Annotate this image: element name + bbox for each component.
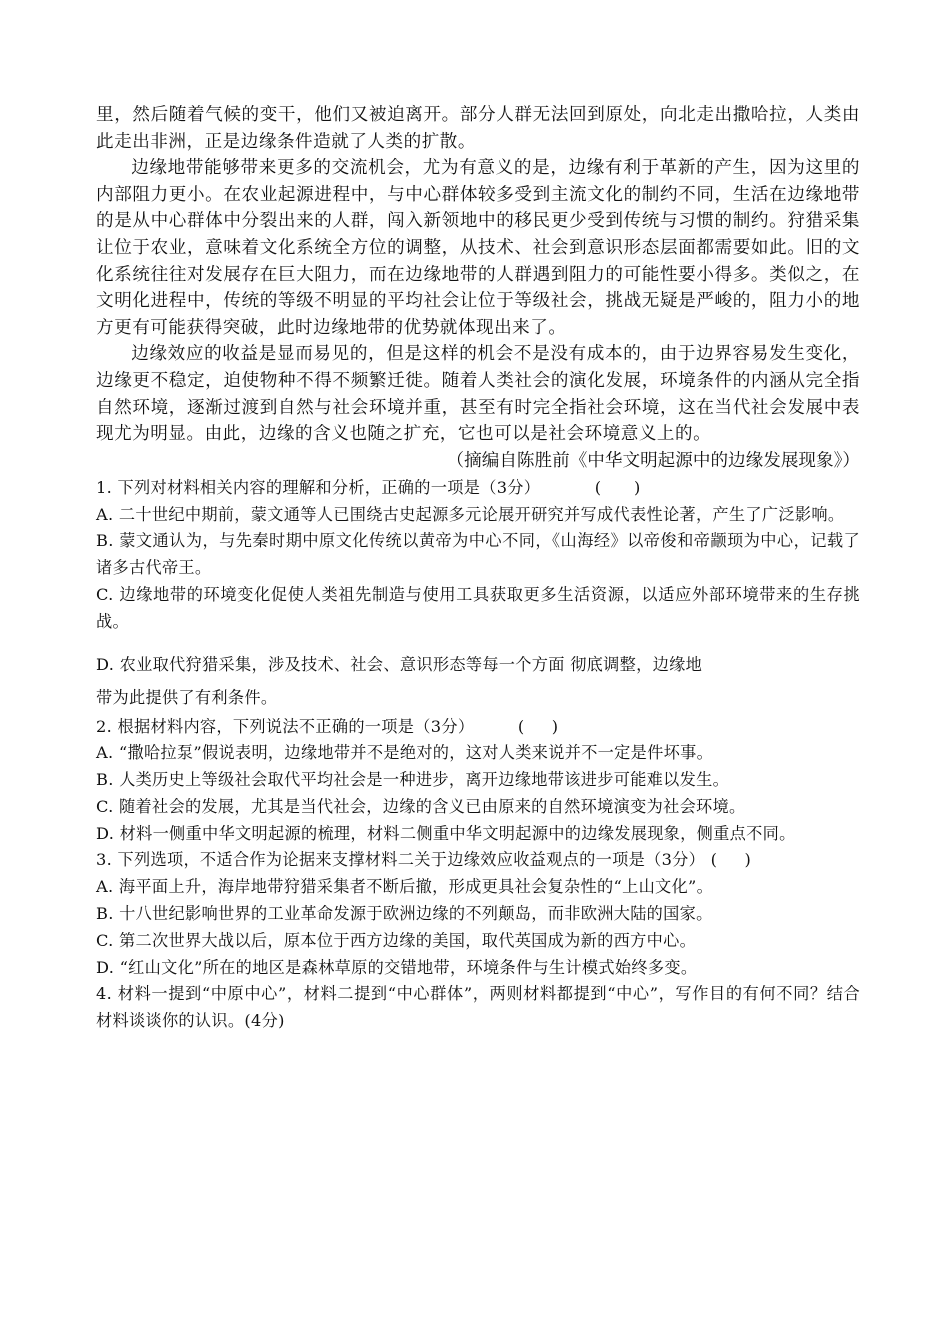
passage-source: （摘编自陈胜前《中华文明起源中的边缘发展现象》） [446, 450, 860, 471]
option-d: D. “红山文化”所在的地区是森林草原的交错地带，环境条件与生计模式始终多变。 [96, 957, 698, 977]
question-3 [96, 847, 860, 981]
option-b: B. 人类历史上等级社会取代平均社会是一种进步，离开边缘地带该进步可能难以发生。 [96, 770, 730, 790]
passage-paragraph-advantage: 边缘地带能够带来更多的交流机会，尤为有意义的是，边缘有利于革新的产生，因为这里的内部阻力更小。在农业起源进程中，与中心群体较多受到主流文化的制约不同，生活在边缘地带的是从中心群体中分裂出来的人群，闯入新领地中的移民更少受到传统与习惯的制约。狩猎采集让位于农业，意味着文化系统全方位的调整，从技术、社会到意识形态层面都需要如此。旧的文化系统往往对发展存在巨大阻力，而在边缘地带的人群遇到阻力的可能性要小得多。类似之，在文明化进程中，传统的等级不明显的平均社会让位于等级社会，挑战无疑是严峻的，阻力小的地方更有可能获得突破，此时边缘地带的优势就体现出来了。 [96, 158, 860, 338]
question-2 [96, 714, 860, 848]
option-d-continued: 带为此提供了有利条件。 [96, 687, 278, 707]
answer-blank: ( ) [540, 477, 641, 497]
option-b: B. 十八世纪影响世界的工业革命发源于欧洲边缘的不列颠岛，而非欧洲大陆的国家。 [96, 904, 713, 924]
option-c: C. 随着社会的发展，尤其是当代社会，边缘的含义已由原来的自然环境演变为社会环境。 [96, 796, 746, 816]
question-stem [96, 847, 860, 874]
question-stem [96, 475, 860, 502]
option-a: A. 二十世纪中期前，蒙文通等人已围绕古史起源多元论展开研究并写成代表性论著，产生了广泛影响。 [96, 504, 845, 524]
question-4 [96, 981, 860, 1035]
question-stem-text: 3. 下列选项，不适合作为论据来支撑材料二关于边缘效应收益观点的一项是（3分） [96, 850, 706, 870]
option-c: C. 边缘地带的环境变化促使人类祖先制造与使用工具获取更多生活资源，以适应外部环境带来的生存挑战。 [96, 584, 860, 631]
option-d: D. 农业取代狩猎采集，涉及技术、社会、意识形态等每一个方面 彻底调整，边缘地 [96, 654, 703, 674]
answer-blank: ( ) [474, 716, 559, 736]
option-b: B. 蒙文通认为，与先秦时期中原文化传统以黄帝为中心不同，《山海经》以帝俊和帝颛顼为中心，记载了诸多古代帝王。 [96, 531, 860, 578]
option-c: C. 第二次世界大战以后，原本位于西方边缘的美国，取代英国成为新的西方中心。 [96, 930, 697, 950]
question-stem [96, 714, 860, 741]
question-1 [96, 475, 860, 714]
question-stem-text: 1. 下列对材料相关内容的理解和分析，正确的一项是（3分） [96, 477, 541, 497]
option-d: D. 材料一侧重中华文明起源的梳理，材料二侧重中华文明起源中的边缘发展现象，侧重点不同。 [96, 823, 796, 843]
document-page [96, 102, 860, 1035]
question-stem: 4. 材料一提到“中原中心”，材料二提到“中心群体”，两则材料都提到“中心”，写作目的有何不同？结合材料谈谈你的认识。(4分) [96, 984, 860, 1031]
question-stem-text: 2. 根据材料内容，下列说法不正确的一项是（3分） [96, 716, 475, 736]
passage-paragraph-tail: 里，然后随着气候的变干，他们又被迫离开。部分人群无法回到原处，向北走出撒哈拉，人类由此走出非洲，正是边缘条件造就了人类的扩散。 [96, 105, 860, 152]
option-a: A. “撒哈拉泵”假说表明，边缘地带并不是绝对的，这对人类来说并不一定是件坏事。 [96, 743, 714, 763]
passage-paragraph-cost: 边缘效应的收益是显而易见的，但是这样的机会不是没有成本的，由于边界容易发生变化，边缘更不稳定，迫使物种不得不频繁迁徙。随着人类社会的演化发展，环境条件的内涵从完全指自然环境，逐渐过渡到自然与社会环境并重，甚至有时完全指社会环境，这在当代社会发展中表现尤为明显。由此，边缘的含义也随之扩充，它也可以是社会环境意义上的。 [96, 344, 860, 445]
option-a: A. 海平面上升，海岸地带狩猎采集者不断后撤，形成更具社会复杂性的“上山文化”。 [96, 877, 714, 897]
answer-blank: ( ) [705, 850, 752, 870]
